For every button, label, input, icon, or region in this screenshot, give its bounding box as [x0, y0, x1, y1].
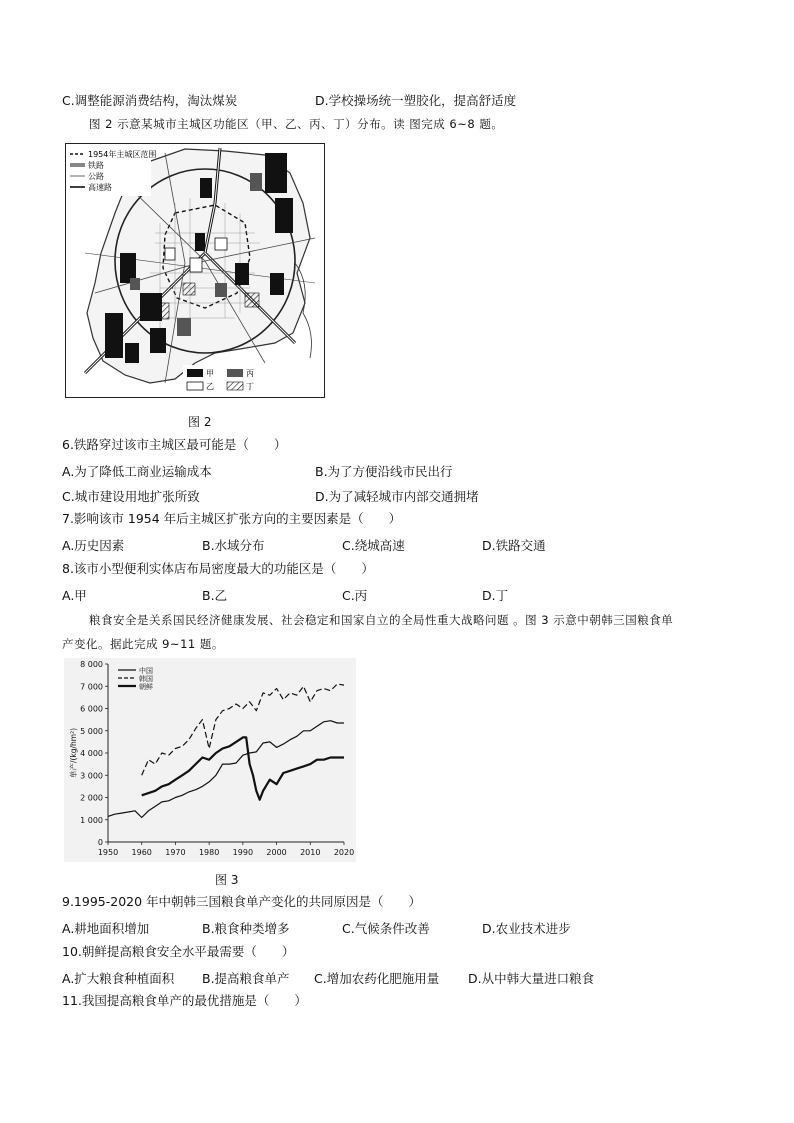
zone-legend-bing: 丙	[246, 369, 254, 378]
x-tick-label: 1990	[232, 848, 254, 857]
q8-option-c: C.丙	[342, 588, 368, 603]
y-tick-label: 3 000	[80, 771, 103, 781]
legend-label-3: 朝鲜	[139, 683, 153, 691]
y-tick-label: 5 000	[80, 726, 103, 736]
map-legend	[67, 146, 156, 196]
q10-option-b: B.提高粮食单产	[202, 971, 290, 986]
q6-option-b: B.为了方便沿线市民出行	[315, 464, 453, 479]
q7-stem: 7.影响该市 1954 年后主城区扩张方向的主要因素是（ ）	[62, 511, 402, 526]
x-tick-label: 2000	[266, 848, 287, 857]
q7-option-a: A.历史因素	[62, 538, 125, 553]
legend-1954: 1954年主城区范围	[88, 150, 157, 159]
fig3-intro-line2: 产变化。据此完成 9~11 题。	[62, 637, 224, 651]
fig3-intro-line1: 粮食安全是关系国民经济健康发展、社会稳定和国家自立的全局性重大战略问题 。图 3 示意中朝韩三国粮食单	[89, 613, 674, 627]
q8-option-b: B.乙	[202, 588, 228, 603]
q9-option-a: A.耕地面积增加	[62, 921, 150, 936]
q10-stem: 10.朝鲜提高粮食安全水平最需要（ ）	[62, 944, 295, 959]
y-tick-label: 6 000	[80, 704, 103, 714]
x-tick-label: 2010	[300, 848, 321, 857]
legend-label-1: 中国	[139, 667, 153, 675]
prev-question-options	[62, 91, 742, 109]
q6-options-row1	[62, 462, 742, 480]
q6-options-row2	[62, 487, 742, 505]
q6-option-d: D.为了减轻城市内部交通拥堵	[315, 489, 479, 504]
city-map	[65, 143, 325, 398]
legend-railway: 铁路	[88, 161, 104, 170]
option-c: C.调整能源消费结构，淘汰煤炭	[62, 93, 238, 108]
q6-option-c: C.城市建设用地扩张所致	[62, 489, 200, 504]
q8-option-a: A.甲	[62, 588, 87, 603]
legend-label-2: 韩国	[139, 675, 153, 683]
q9-stem: 9.1995-2020 年中朝韩三国粮食单产变化的共同原因是（ ）	[62, 894, 422, 909]
zone-legend-ding: 丁	[246, 382, 254, 391]
yield-chart	[64, 658, 356, 862]
fig2-caption: 图 2	[188, 415, 212, 429]
x-tick-label: 1970	[165, 848, 186, 857]
q10-options	[62, 969, 742, 987]
q9-options	[62, 919, 742, 937]
q8-options	[62, 586, 742, 604]
q10-option-c: C.增加农药化肥施用量	[314, 971, 440, 986]
legend-highway: 高速路	[88, 183, 112, 192]
series-line-3	[142, 737, 344, 799]
x-tick-label: 1950	[97, 848, 119, 857]
x-tick-label: 2020	[333, 848, 355, 857]
q9-option-b: B.粮食种类增多	[202, 921, 290, 936]
zone-legend-jia: 甲	[206, 369, 214, 378]
y-tick-label: 8 000	[80, 660, 103, 669]
q7-option-d: D.铁路交通	[482, 538, 546, 553]
zone-legend	[183, 365, 273, 395]
q9-option-c: C.气候条件改善	[342, 921, 430, 936]
legend-road: 公路	[88, 172, 104, 181]
q7-options	[62, 536, 742, 554]
fig2-intro: 图 2 示意某城市主城区功能区（甲、乙、丙、丁）分布。读 图完成 6~8 题。	[89, 117, 504, 131]
q8-option-d: D.丁	[482, 588, 509, 603]
x-tick-label: 1960	[131, 848, 152, 857]
q10-option-a: A.扩大粮食种植面积	[62, 971, 175, 986]
city-map-figure	[65, 143, 325, 398]
zone-legend-yi: 乙	[206, 382, 214, 391]
y-tick-label: 4 000	[80, 749, 103, 758]
q7-option-b: B.水域分布	[202, 538, 265, 553]
x-tick-label: 1980	[198, 848, 220, 857]
q6-option-a: A.为了降低工商业运输成本	[62, 464, 212, 479]
y-tick-label: 1 000	[80, 815, 103, 825]
q10-option-d: D.从中韩大量进口粮食	[468, 971, 595, 986]
y-tick-label: 2 000	[80, 793, 103, 803]
fig3-caption: 图 3	[215, 873, 239, 887]
option-d: D.学校操场统一塑胶化，提高舒适度	[315, 93, 517, 108]
y-tick-label: 0	[97, 838, 103, 847]
q7-option-c: C.绕城高速	[342, 538, 405, 553]
q8-stem: 8.该市小型便利实体店布局密度最大的功能区是（ ）	[62, 561, 374, 576]
series-line-1	[108, 721, 344, 818]
q9-option-d: D.农业技术进步	[482, 921, 571, 936]
yield-chart-figure	[64, 658, 356, 862]
q6-stem: 6.铁路穿过该市主城区最可能是（ ）	[62, 437, 287, 452]
y-axis-label: 单产/(kg/hm²)	[69, 727, 78, 779]
q11-stem: 11.我国提高粮食单产的最优措施是（ ）	[62, 993, 307, 1008]
y-tick-label: 7 000	[80, 682, 103, 692]
